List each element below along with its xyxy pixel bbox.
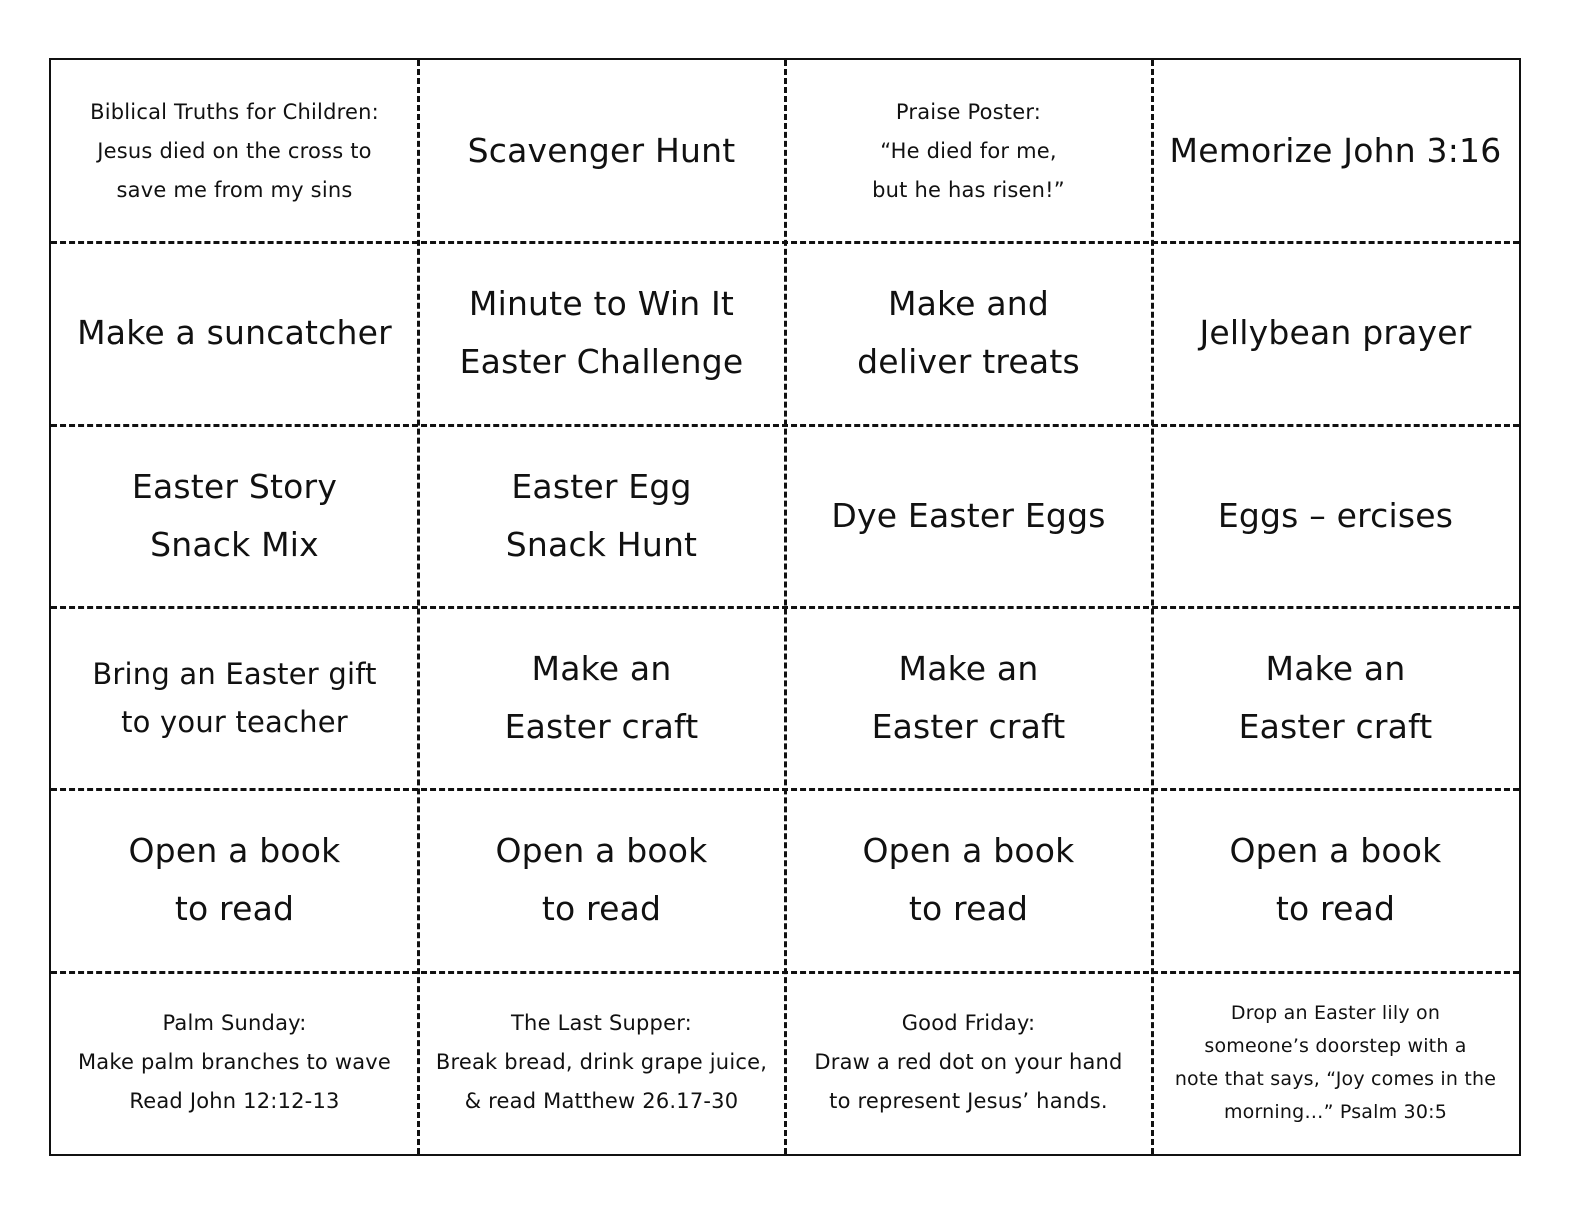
activity-card bbox=[418, 789, 785, 971]
activity-card bbox=[785, 242, 1152, 424]
activity-card bbox=[418, 242, 785, 424]
activity-card-text-line: deliver treats bbox=[857, 342, 1080, 382]
cut-line-horizontal bbox=[51, 971, 1519, 974]
activity-card-text-line: Scavenger Hunt bbox=[467, 131, 736, 171]
cut-line-horizontal bbox=[51, 424, 1519, 427]
cut-line-horizontal bbox=[51, 606, 1519, 609]
activity-card-text-line: Open a book bbox=[128, 831, 341, 871]
activity-card-text-line: Dye Easter Eggs bbox=[831, 495, 1106, 535]
activity-card-text-line: Open a book bbox=[1229, 831, 1442, 871]
activity-card-text-line: Make a suncatcher bbox=[77, 313, 392, 353]
activity-card bbox=[51, 972, 418, 1154]
activity-card-text-line: Minute to Win It bbox=[468, 284, 735, 324]
activity-card bbox=[51, 60, 418, 242]
activity-card-text-line: Easter Challenge bbox=[459, 342, 744, 382]
activity-card-text-line: Read John 12:12-13 bbox=[129, 1089, 340, 1114]
activity-card-text-line: Easter craft bbox=[1238, 707, 1433, 747]
activity-card-text-line: to represent Jesus’ hands. bbox=[829, 1089, 1108, 1114]
activity-card-text-line: to read bbox=[174, 889, 295, 929]
activity-card bbox=[51, 607, 418, 789]
activity-card-text-line: but he has risen!” bbox=[872, 177, 1065, 202]
activity-card bbox=[1152, 972, 1519, 1154]
activity-card-text-line: Bring an Easter gift bbox=[92, 657, 377, 692]
activity-card-text-line: to read bbox=[908, 889, 1029, 929]
activity-card bbox=[785, 425, 1152, 607]
activity-card-text-line: Snack Hunt bbox=[505, 524, 698, 564]
cut-line-horizontal bbox=[51, 788, 1519, 791]
activity-card bbox=[51, 425, 418, 607]
activity-card-text-line: Memorize John 3:16 bbox=[1169, 131, 1502, 171]
activity-card-text-line: Praise Poster: bbox=[895, 99, 1042, 124]
cut-line-horizontal bbox=[51, 241, 1519, 244]
activity-card-text-line: Make an bbox=[531, 649, 672, 689]
activity-card-text-line: & read Matthew 26.17-30 bbox=[464, 1089, 739, 1114]
activity-card-text-line: to your teacher bbox=[121, 705, 348, 740]
activity-card-text-line: Easter craft bbox=[504, 707, 699, 747]
activity-card-text-line: Easter Story bbox=[131, 466, 338, 506]
activity-card bbox=[785, 972, 1152, 1154]
activity-card-text-line: Make an bbox=[898, 649, 1039, 689]
activity-card-text-line: Snack Mix bbox=[150, 524, 319, 564]
activity-card bbox=[418, 972, 785, 1154]
activity-card-text-line: Jellybean prayer bbox=[1199, 313, 1472, 353]
activity-card-text-line: morning…” Psalm 30:5 bbox=[1223, 1100, 1448, 1123]
activity-card-text-line: Break bread, drink grape juice, bbox=[435, 1050, 768, 1075]
activity-card-text-line: Easter Egg bbox=[511, 466, 692, 506]
activity-card bbox=[51, 242, 418, 424]
activity-card-text-line: someone’s doorstep with a bbox=[1204, 1034, 1467, 1057]
activity-card bbox=[418, 60, 785, 242]
activity-card bbox=[785, 60, 1152, 242]
activity-card-text-line: Palm Sunday: bbox=[162, 1011, 307, 1036]
activity-card bbox=[1152, 425, 1519, 607]
activity-card-text-line: Easter craft bbox=[871, 707, 1066, 747]
activity-card bbox=[1152, 789, 1519, 971]
activity-card-text-line: Open a book bbox=[495, 831, 708, 871]
activity-card bbox=[418, 425, 785, 607]
activity-card bbox=[785, 789, 1152, 971]
activity-card-text-line: Draw a red dot on your hand bbox=[814, 1050, 1123, 1075]
activity-card-text-line: save me from my sins bbox=[116, 177, 353, 202]
activity-card-text-line: Make palm branches to wave bbox=[77, 1050, 392, 1075]
activity-card-text-line: “He died for me, bbox=[880, 138, 1057, 163]
activity-card-text-line: to read bbox=[1275, 889, 1396, 929]
activity-card-text-line: note that says, “Joy comes in the bbox=[1174, 1067, 1497, 1090]
activity-card-text-line: The Last Supper: bbox=[511, 1011, 692, 1036]
activity-card bbox=[1152, 60, 1519, 242]
activity-card-text-line: Drop an Easter lily on bbox=[1230, 1001, 1441, 1024]
activity-card-text-line: Good Friday: bbox=[901, 1011, 1036, 1036]
activity-card bbox=[1152, 607, 1519, 789]
activity-card bbox=[418, 607, 785, 789]
activity-card-text-line: Make and bbox=[887, 284, 1050, 324]
activity-card-text-line: Jesus died on the cross to bbox=[97, 138, 372, 163]
activity-card bbox=[1152, 242, 1519, 424]
activity-card-sheet bbox=[49, 58, 1521, 1156]
activity-card bbox=[51, 789, 418, 971]
activity-card bbox=[785, 607, 1152, 789]
activity-card-text-line: Make an bbox=[1265, 649, 1406, 689]
activity-card-text-line: Open a book bbox=[862, 831, 1075, 871]
activity-card-text-line: Eggs – ercises bbox=[1217, 495, 1454, 535]
activity-card-text-line: Biblical Truths for Children: bbox=[90, 99, 379, 124]
activity-card-text-line: to read bbox=[541, 889, 662, 929]
